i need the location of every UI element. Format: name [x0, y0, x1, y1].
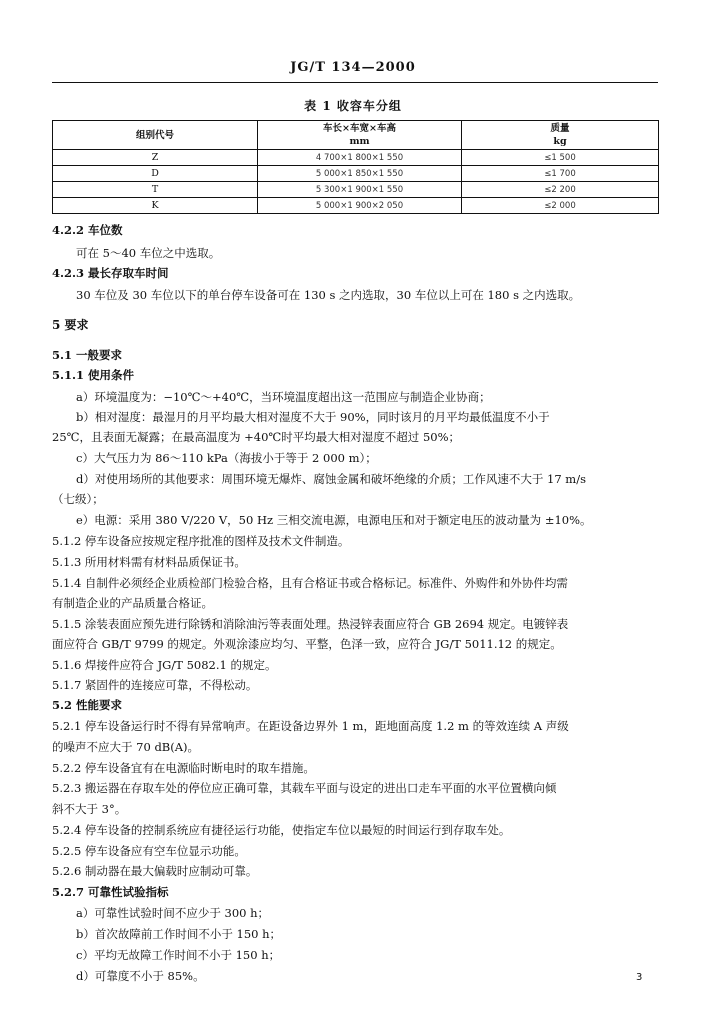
dimensions-cell: 5 000×1 850×1 550: [258, 166, 462, 182]
clause-5-1-heading: 5.1 一般要求: [52, 348, 123, 362]
clause-5-2-3: 5.2.3 搬运器在存取车处的停位应正确可靠，其载车平面与设定的进出口走车平面的水平位置横向倾: [52, 781, 557, 795]
clause-5-2-7-heading: 5.2.7 可靠性试验指标: [52, 885, 169, 899]
clause-5-2-heading: 5.2 性能要求: [52, 698, 123, 712]
clause-4-2-3-heading: 4.2.3 最长存取车时间: [52, 266, 169, 280]
mass-cell: ≤2 000: [462, 198, 659, 214]
clause-5-1-7: 5.1.7 紧固件的连接应可靠，不得松动。: [52, 678, 258, 692]
section-5-heading: 5 要求: [52, 318, 89, 332]
condition-b-cont: 25℃，且表面无凝露；在最高温度为 +40℃时平均最大相对湿度不超过 50%；: [52, 430, 460, 444]
table-header-row: [53, 121, 659, 150]
table-row: [53, 150, 659, 166]
condition-d-cont: （七级）；: [52, 492, 104, 506]
mass-cell: ≤1 700: [462, 166, 659, 182]
mass-cell: ≤1 500: [462, 150, 659, 166]
clause-5-2-3-cont: 斜不大于 3°。: [52, 802, 127, 816]
clause-4-2-2-text: 可在 5～40 车位之中选取。: [76, 246, 221, 260]
clause-5-1-5: 5.1.5 涂装表面应预先进行除锈和消除油污等表面处理。热浸锌表面应符合 GB 2694 规定。电镀锌表: [52, 617, 569, 631]
clause-5-1-3: 5.1.3 所用材料需有材料品质保证书。: [52, 555, 246, 569]
table-1-title: 表 1 收容车分组: [304, 99, 402, 113]
condition-e: e）电源：采用 380 V/220 V，50 Hz 三相交流电源，电源电压和对于额定电压的波动量为 ±10%。: [76, 513, 592, 527]
clause-5-2-2: 5.2.2 停车设备宜有在电源临时断电时的取车措施。: [52, 761, 315, 775]
dimensions-cell: 5 300×1 900×1 550: [258, 182, 462, 198]
header-rule: [52, 82, 658, 83]
dimensions-cell: 4 700×1 800×1 550: [258, 150, 462, 166]
group-code-cell: Z: [53, 150, 258, 166]
table-row: [53, 166, 659, 182]
clause-5-1-5-cont: 面应符合 GB/T 9799 的规定。外观涂漆应均匀、平整，色泽一致，应符合 JG/T 5011.12 的规定。: [52, 637, 562, 651]
condition-c: c）大气压力为 86～110 kPa（海拔小于等于 2 000 m）；: [76, 451, 377, 465]
reliability-d: d）可靠度不小于 85%。: [76, 969, 205, 983]
table-row: [53, 198, 659, 214]
clause-5-2-4: 5.2.4 停车设备的控制系统应有捷径运行功能，使指定车位以最短的时间运行到存取车处。: [52, 823, 511, 837]
clause-5-1-4-cont: 有制造企业的产品质量合格证。: [52, 596, 213, 610]
group-code-cell: D: [53, 166, 258, 182]
table-row: [53, 182, 659, 198]
page-number: 3: [636, 972, 643, 983]
col-header-mass: 质量 kg: [462, 121, 659, 150]
reliability-b: b）首次故障前工作时间不小于 150 h；: [76, 927, 282, 941]
dimensions-cell: 5 000×1 900×2 050: [258, 198, 462, 214]
clause-5-2-5: 5.2.5 停车设备应有空车位显示功能。: [52, 844, 246, 858]
condition-b: b）相对湿度：最湿月的月平均最大相对湿度不大于 90%，同时该月的月平均最低温度不小于: [76, 410, 550, 424]
clause-5-1-6: 5.1.6 焊接件应符合 JG/T 5082.1 的规定。: [52, 658, 277, 672]
col-header-dimensions: 车长×车宽×车高 mm: [258, 121, 462, 150]
clause-5-2-1: 5.2.1 停车设备运行时不得有异常响声。在距设备边界外 1 m，距地面高度 1.2 m 的等效连续 A 声级: [52, 719, 569, 733]
condition-d: d）对使用场所的其他要求：周围环境无爆炸、腐蚀金属和破坏绝缘的介质；工作风速不大于 17 m/s: [76, 472, 586, 486]
clause-5-2-6: 5.2.6 制动器在最大偏载时应制动可靠。: [52, 864, 258, 878]
standard-code-header: JG/T 134—2000: [290, 60, 416, 75]
clause-5-2-1-cont: 的噪声不应大于 70 dB(A)。: [52, 740, 200, 754]
condition-a: a）环境温度为：−10℃～+40℃，当环境温度超出这一范围应与制造企业协商；: [76, 390, 491, 404]
reliability-a: a）可靠性试验时间不应少于 300 h；: [76, 906, 270, 920]
group-code-cell: K: [53, 198, 258, 214]
clause-5-1-1-heading: 5.1.1 使用条件: [52, 368, 135, 382]
col-header-group-code: 组别代号: [53, 121, 258, 150]
reliability-c: c）平均无故障工作时间不小于 150 h；: [76, 948, 281, 962]
clause-4-2-2-heading: 4.2.2 车位数: [52, 223, 123, 237]
clause-5-1-4: 5.1.4 自制件必须经企业质检部门检验合格，且有合格证书或合格标记。标准件、外购件和外协件均需: [52, 576, 568, 590]
vehicle-group-table: [52, 120, 659, 214]
clause-4-2-3-text: 30 车位及 30 车位以下的单台停车设备可在 130 s 之内选取，30 车位以上可在 180 s 之内选取。: [76, 288, 581, 302]
group-code-cell: T: [53, 182, 258, 198]
clause-5-1-2: 5.1.2 停车设备应按规定程序批准的图样及技术文件制造。: [52, 534, 350, 548]
mass-cell: ≤2 200: [462, 182, 659, 198]
